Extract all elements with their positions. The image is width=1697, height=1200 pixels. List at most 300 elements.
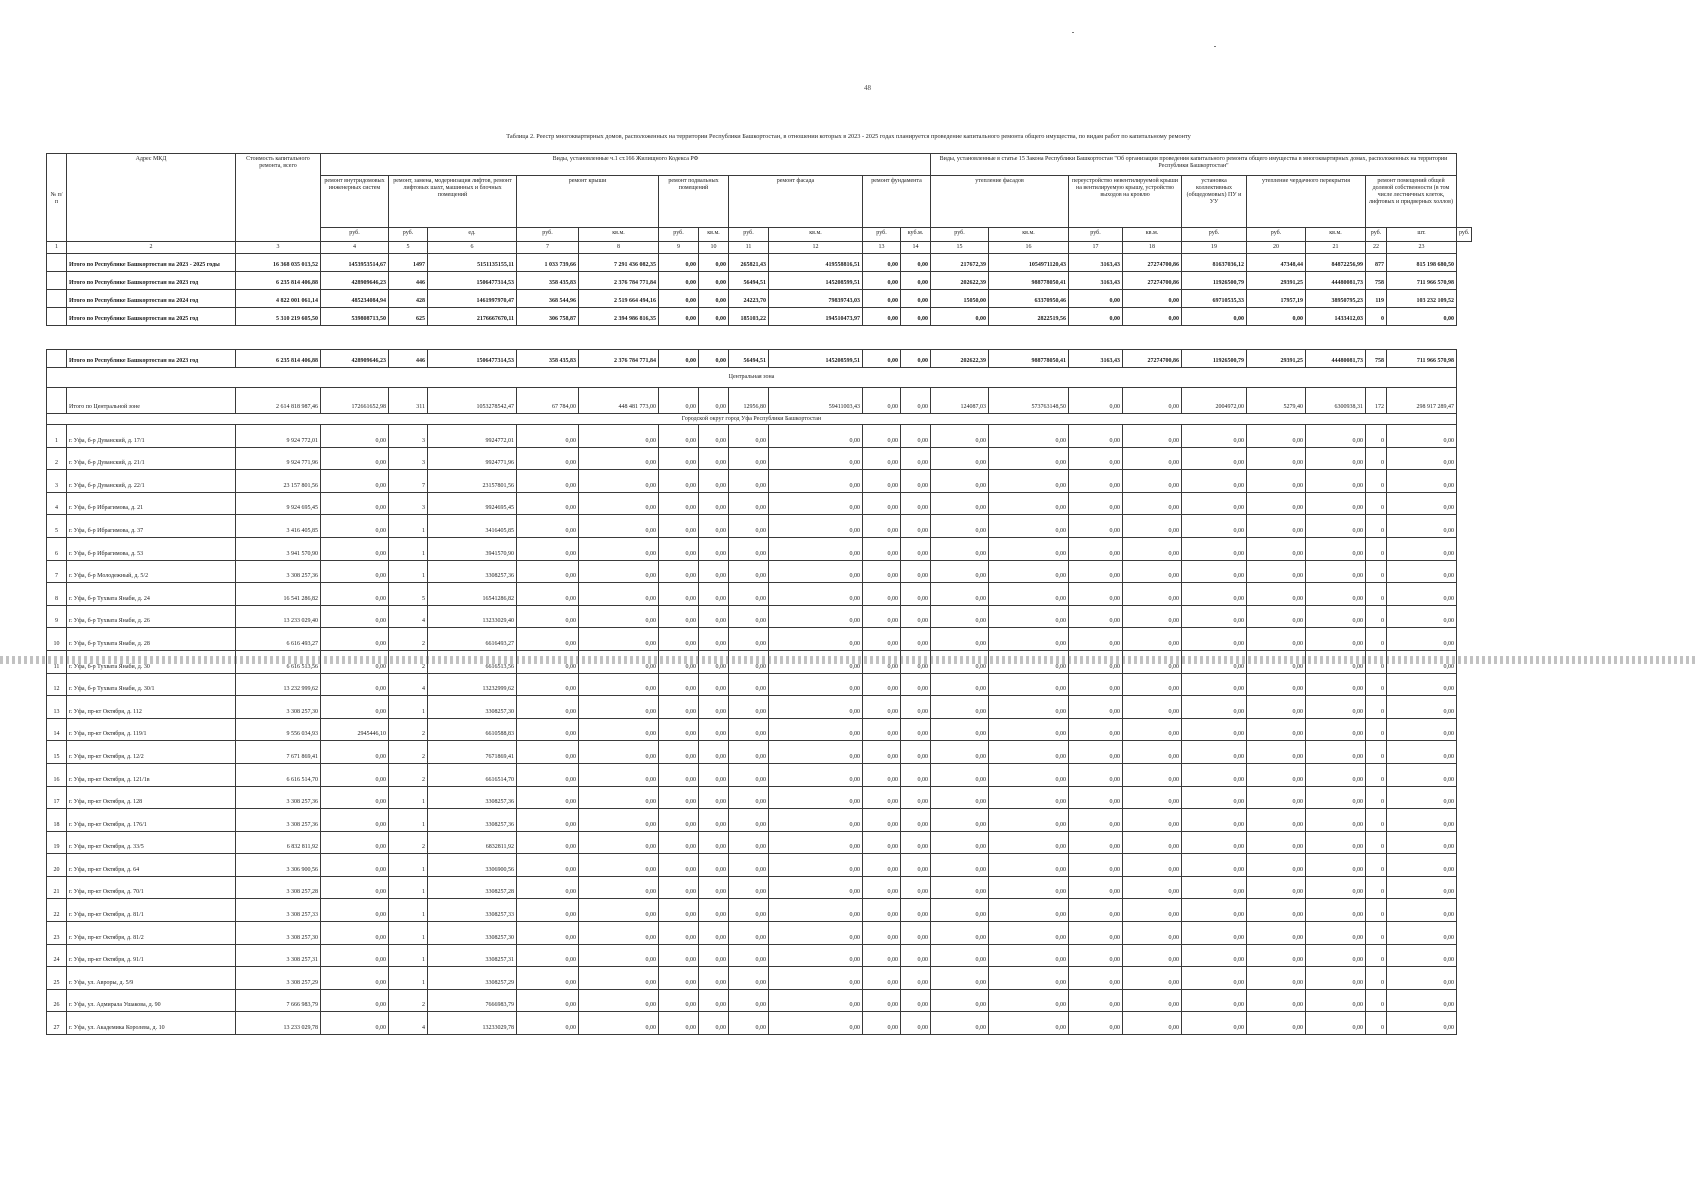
row-cell: 0,00 [1306,899,1366,922]
row-cell: 0,00 [863,989,901,1012]
row-cell: 0,00 [729,560,769,583]
row-cell: 0,00 [1182,425,1247,448]
row-cell: 0,00 [931,922,989,945]
column-number-cell: 10 [699,242,729,254]
row-cell: 0,00 [769,537,863,560]
row-cell: 26 [47,989,67,1012]
row-cell: 485234084,94 [321,290,389,308]
row-cell: 145208599,51 [769,272,863,290]
row-cell: 0 [1366,876,1387,899]
row-label: Итого по Республике Башкортостан на 2023 - 2025 годы [67,254,236,272]
unit-cell: кв.м. [1123,228,1182,242]
row-cell: 0,00 [1182,515,1247,538]
header-facade-insulation: утепление фасадов [931,176,1069,228]
row-cell: 0,00 [1182,560,1247,583]
row-cell: 0,00 [863,967,901,990]
row-cell: 0,00 [863,673,901,696]
row-cell: 0,00 [1182,673,1247,696]
row-cell: 428 [389,290,428,308]
row-cell: 0,00 [1069,944,1123,967]
district-title-row [47,414,1472,425]
row-cell: 6 616 514,70 [236,763,321,786]
row-cell: 0,00 [1387,492,1457,515]
row-cell: 3416405,85 [428,515,517,538]
row-cell: 0,00 [321,876,389,899]
row-cell: 0,00 [1306,605,1366,628]
row-cell: 0,00 [1306,718,1366,741]
row-cell: 0,00 [729,876,769,899]
column-number-cell: 17 [1069,242,1123,254]
row-cell: 2 519 664 494,16 [579,290,659,308]
row-cell: 0,00 [989,831,1069,854]
row-cell: 172 [1366,388,1387,414]
row-cell: 0,00 [1387,470,1457,493]
column-numbers-row [47,242,1472,254]
row-cell: 0,00 [1069,537,1123,560]
unit-cell: кв.м. [989,228,1069,242]
header-foundation: ремонт фундамента [863,176,931,228]
row-cell: 0,00 [699,899,729,922]
row-cell: 311 [389,388,428,414]
row-cell: 3308257,36 [428,560,517,583]
row-cell: 0,00 [1182,944,1247,967]
row-cell: 988778050,41 [989,272,1069,290]
row-cell: 0,00 [517,650,579,673]
row-cell: 0 [1366,492,1387,515]
row-cell: 0,00 [729,741,769,764]
row-cell: 0,00 [1306,583,1366,606]
row-cell: 17957,19 [1247,290,1306,308]
row-cell: 0,00 [769,854,863,877]
row-cell: 0,00 [699,254,729,272]
row-cell: 0,00 [863,696,901,719]
row-cell: 0,00 [321,763,389,786]
row-cell: 0,00 [729,492,769,515]
row-cell: 0,00 [931,741,989,764]
row-cell: 0,00 [1069,605,1123,628]
row-cell: 0,00 [729,786,769,809]
row-cell: 758 [1366,272,1387,290]
row-cell: 27 [47,1012,67,1035]
row-cell: 0,00 [699,447,729,470]
row-cell: 0 [1366,741,1387,764]
row-cell: 0,00 [931,425,989,448]
row-cell: 0,00 [699,425,729,448]
row-cell: 0,00 [517,1012,579,1035]
row-cell: 877 [1366,254,1387,272]
row-cell: 0,00 [1069,831,1123,854]
row-cell: 15 [47,741,67,764]
row-cell: 0,00 [699,809,729,832]
row-cell: 0,00 [769,583,863,606]
row-cell: 0,00 [901,831,931,854]
row-cell: 0 [1366,470,1387,493]
row-cell: 0,00 [1247,741,1306,764]
address-cell: г. Уфа, б-р Ибрагимова, д. 37 [67,515,236,538]
row-cell: 0,00 [321,605,389,628]
row-cell: 0,00 [1306,628,1366,651]
row-cell: 0,00 [1182,537,1247,560]
row-cell: 0,00 [321,786,389,809]
row-cell: 0,00 [729,989,769,1012]
row-cell: 0,00 [321,447,389,470]
table-row [47,537,1472,560]
row-cell: 0,00 [579,967,659,990]
row-cell: 0,00 [1306,425,1366,448]
row-cell: 0,00 [579,470,659,493]
row-cell: 0,00 [901,809,931,832]
row-cell: 1433412,03 [1306,308,1366,326]
row-cell: 0,00 [1123,899,1182,922]
row-cell: 0,00 [1069,989,1123,1012]
row-cell: 0,00 [579,876,659,899]
address-cell: г. Уфа, ул. Академика Королева, д. 10 [67,1012,236,1035]
row-cell: 0 [1366,967,1387,990]
table-row [47,447,1472,470]
row-cell: 0,00 [901,741,931,764]
row-cell: 0,00 [659,741,699,764]
row-cell: 368 544,96 [517,290,579,308]
row-cell: 0,00 [931,809,989,832]
row-cell: 59411003,43 [769,388,863,414]
row-cell: 0,00 [863,650,901,673]
row-cell: 2004972,00 [1182,388,1247,414]
row-cell: 0,00 [699,628,729,651]
row-cell: 0,00 [1306,470,1366,493]
row-cell: 5 [389,583,428,606]
row-cell: 0,00 [321,989,389,1012]
row-cell: 3 306 900,56 [236,854,321,877]
zone-title-row-label: Центральная зона [47,368,1457,388]
row-cell: 4 [389,673,428,696]
row-cell: 0,00 [659,718,699,741]
row-cell: 0,00 [1123,515,1182,538]
row-cell: 0,00 [989,899,1069,922]
row-cell: 0,00 [517,447,579,470]
table-row [47,989,1472,1012]
header-cost: Стоимость капитального ремонта, всего [236,154,321,242]
row-cell: 0,00 [659,922,699,945]
row-cell: 0,00 [729,718,769,741]
row-cell: 446 [389,350,428,368]
row-cell: 0,00 [931,650,989,673]
row-cell: 0,00 [863,831,901,854]
row-cell: 1 [47,425,67,448]
row-cell: 4 [389,1012,428,1035]
row-cell: 0,00 [1123,425,1182,448]
row-cell: 625 [389,308,428,326]
row-cell: 27274700,86 [1123,254,1182,272]
row-cell: 0,00 [321,583,389,606]
row-cell: 0,00 [863,254,901,272]
row-cell: 6616514,70 [428,763,517,786]
unit-cell: руб. [1366,228,1387,242]
row-cell: 0,00 [659,809,699,832]
row-cell: 0,00 [1247,718,1306,741]
row-cell: 63370950,46 [989,290,1069,308]
row-cell: 0,00 [579,673,659,696]
row-cell: 0,00 [659,560,699,583]
row-cell: 0,00 [1182,628,1247,651]
row-cell: 0 [1366,763,1387,786]
row-cell: 0,00 [1387,763,1457,786]
row-cell: 0,00 [1247,876,1306,899]
row-cell: 19 [47,831,67,854]
row-cell: 0,00 [1069,560,1123,583]
row-cell: 1 [389,876,428,899]
row-cell: 0,00 [1306,876,1366,899]
row-cell: 9 556 034,93 [236,718,321,741]
row-cell: 25 [47,967,67,990]
row-cell: 3163,43 [1069,254,1123,272]
table-row [47,673,1472,696]
row-cell: 0,00 [321,899,389,922]
row-cell: 0,00 [729,944,769,967]
row-cell: 0,00 [699,673,729,696]
table-row [47,854,1472,877]
row-cell: 0,00 [659,425,699,448]
row-cell: 428909646,23 [321,272,389,290]
row-cell: 2 [389,831,428,854]
row-cell: 358 435,83 [517,272,579,290]
row-cell: 0,00 [1306,741,1366,764]
row-cell: 0,00 [989,650,1069,673]
row-cell: 9924771,96 [428,447,517,470]
row-cell: 0,00 [579,922,659,945]
row-cell: 0,00 [1306,492,1366,515]
row-cell: 0,00 [863,290,901,308]
header-roof-conversion: переустройство невентилируемой крыши на вентилируемую крышу, устройство выходов на кровлю [1069,176,1182,228]
row-cell: 0,00 [931,628,989,651]
table-row [47,425,1472,448]
address-cell: г. Уфа, пр-кт Октября, д. 33/5 [67,831,236,854]
row-cell: 0,00 [579,1012,659,1035]
row-cell: 0,00 [1387,650,1457,673]
row-cell: 9 924 695,45 [236,492,321,515]
address-cell: г. Уфа, пр-кт Октября, д. 91/1 [67,944,236,967]
row-cell: 0,00 [659,696,699,719]
row-cell: 0,00 [1182,967,1247,990]
row-cell: 0,00 [517,537,579,560]
row-cell: 3 308 257,29 [236,967,321,990]
row-cell: 0,00 [769,1012,863,1035]
row-cell: 172661652,98 [321,388,389,414]
column-number-cell: 19 [1182,242,1247,254]
row-cell: 44480081,73 [1306,272,1366,290]
row-cell: 0,00 [699,831,729,854]
row-cell: 1 [389,809,428,832]
row-cell: 0,00 [659,944,699,967]
row-cell: 8 [47,583,67,606]
unit-cell: кв.м. [579,228,659,242]
address-cell: г. Уфа, б-р Тухвата Янаби, д. 30/1 [67,673,236,696]
spacer-row [47,326,1472,350]
row-cell: 3 941 570,90 [236,537,321,560]
row-cell: 0 [1366,1012,1387,1035]
row-cell: 0,00 [1306,922,1366,945]
row-cell: 446 [389,272,428,290]
row-cell: 1506477314,53 [428,350,517,368]
row-cell: 0,00 [1123,447,1182,470]
row-cell: 0,00 [1306,650,1366,673]
unit-cell: ед. [428,228,517,242]
row-cell: 0,00 [1387,922,1457,945]
table-row [47,650,1472,673]
row-cell: 0,00 [931,696,989,719]
row-cell: 0,00 [989,470,1069,493]
row-cell: 7 291 436 082,35 [579,254,659,272]
table-body [47,254,1472,1035]
row-cell: 0,00 [1123,388,1182,414]
address-cell: г. Уфа, б-р Дуванский, д. 17/1 [67,425,236,448]
row-cell: 1 [389,537,428,560]
row-cell: 0,00 [659,628,699,651]
row-cell: 29391,25 [1247,350,1306,368]
row-cell: 0,00 [579,447,659,470]
row-cell: 3 308 257,36 [236,786,321,809]
row-cell: 0,00 [769,967,863,990]
row-cell: 0,00 [1069,425,1123,448]
row-cell: 0 [1366,605,1387,628]
row-cell: 0,00 [901,876,931,899]
row-cell: 0,00 [517,583,579,606]
row-cell: 0,00 [699,741,729,764]
row-cell: 194510473,97 [769,308,863,326]
row-cell: 0,00 [1387,308,1457,326]
row-cell: 0,00 [321,944,389,967]
row-cell: 0,00 [931,308,989,326]
row-cell: 0,00 [1182,854,1247,877]
row-cell: 0,00 [769,650,863,673]
row-cell: 0 [1366,447,1387,470]
zone-total-row [47,388,1472,414]
row-cell: 0,00 [517,854,579,877]
row-cell: 0,00 [517,809,579,832]
column-number-cell: 13 [863,242,901,254]
row-cell: 0,00 [1387,583,1457,606]
row-cell: 0,00 [1306,831,1366,854]
row-cell: 0,00 [989,537,1069,560]
column-number-cell: 20 [1247,242,1306,254]
row-cell: 0,00 [769,831,863,854]
row-cell: 0,00 [517,786,579,809]
table-row [47,741,1472,764]
row-cell: 0,00 [863,854,901,877]
row-cell: 6616493,27 [428,628,517,651]
row-cell: 0,00 [517,741,579,764]
row-cell: 0 [1366,899,1387,922]
row-cell: 0,00 [1306,967,1366,990]
row-cell: 0,00 [517,673,579,696]
row-cell: 0,00 [699,470,729,493]
row-cell: 0,00 [989,492,1069,515]
row-cell: 0,00 [769,447,863,470]
row-cell: 0,00 [699,718,729,741]
address-cell: г. Уфа, пр-кт Октября, д. 176/1 [67,809,236,832]
row-cell: 0,00 [1387,605,1457,628]
row-cell: 0,00 [729,628,769,651]
row-cell: 2 394 986 816,35 [579,308,659,326]
row-cell: 0,00 [729,763,769,786]
row-cell: 0,00 [1123,470,1182,493]
row-cell: 0,00 [517,492,579,515]
row-cell: 0,00 [1387,786,1457,809]
row-cell: 0,00 [1182,809,1247,832]
row-cell: 0,00 [1069,290,1123,308]
row-cell: 1 [389,696,428,719]
row-cell: 5151135155,11 [428,254,517,272]
row-cell: 27274700,86 [1123,350,1182,368]
row-cell: 711 966 570,98 [1387,350,1457,368]
row-cell: 0,00 [699,786,729,809]
row-cell: 0,00 [321,470,389,493]
row-cell: 11926500,79 [1182,350,1247,368]
row-cell: 0,00 [863,537,901,560]
row-cell: 0,00 [1306,515,1366,538]
row-cell: 0,00 [1069,308,1123,326]
row-cell: 0,00 [901,515,931,538]
row-cell: 0,00 [729,470,769,493]
row-cell: 0,00 [579,696,659,719]
row-cell: 0,00 [1247,628,1306,651]
row-cell: 0,00 [931,537,989,560]
unit-cell: кв.м. [1306,228,1366,242]
row-cell: 0,00 [863,308,901,326]
row-cell: 0,00 [1123,673,1182,696]
row-cell: 3 [389,425,428,448]
row-cell: 2176667670,11 [428,308,517,326]
row-cell: 0,00 [729,605,769,628]
row-cell: 3308257,36 [428,786,517,809]
row-cell: 0,00 [901,989,931,1012]
row-cell: 0,00 [699,515,729,538]
row-cell: 0,00 [517,425,579,448]
row-cell: 0,00 [579,605,659,628]
row-cell: 0,00 [517,470,579,493]
address-cell: г. Уфа, б-р Тухвата Янаби, д. 24 [67,583,236,606]
row-cell: 0,00 [1306,763,1366,786]
row-cell: 2 [389,741,428,764]
row-cell: 0,00 [1123,831,1182,854]
row-cell: 0,00 [579,809,659,832]
row-cell: 0,00 [699,272,729,290]
row-cell: 0,00 [579,425,659,448]
row-cell: 103 232 109,52 [1387,290,1457,308]
column-number-cell: 23 [1387,242,1457,254]
row-cell: 0,00 [1069,854,1123,877]
row-cell: 0,00 [1182,308,1247,326]
column-number-cell: 15 [931,242,989,254]
row-cell: 2 [389,989,428,1012]
row-cell [47,388,67,414]
header-group-regional-law: Виды, установленные в статье 15 Закона Республики Башкортостан "Об организации проведения капитального ремонта общего имущества в многоквартирных домах, расположенных на территории Республики Башкортостан" [931,154,1457,176]
row-cell: 0,00 [1182,718,1247,741]
column-number-cell: 7 [517,242,579,254]
row-cell: 0,00 [1123,290,1182,308]
row-cell: 0,00 [931,899,989,922]
row-cell: 0,00 [579,741,659,764]
row-cell: 0,00 [1123,583,1182,606]
row-cell: 0,00 [729,650,769,673]
row-cell: 0,00 [1069,650,1123,673]
row-cell: 0,00 [699,944,729,967]
table-row [47,515,1472,538]
row-cell: 758 [1366,350,1387,368]
row-cell: 0,00 [1387,537,1457,560]
row-cell: 0,00 [863,944,901,967]
row-cell: 79839743,03 [769,290,863,308]
row-cell: 3 308 257,33 [236,899,321,922]
